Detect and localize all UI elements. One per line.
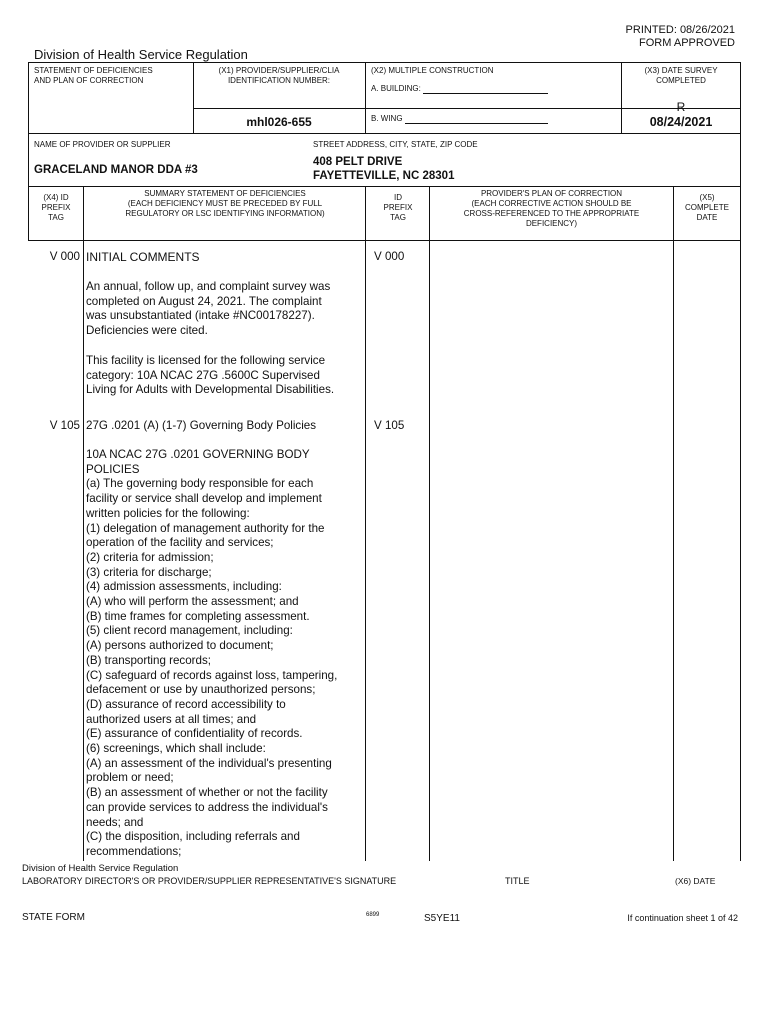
form-border-left [28, 62, 29, 240]
id-prefix-header: ID PREFIX TAG [383, 193, 413, 222]
provider-name-label: NAME OF PROVIDER OR SUPPLIER [34, 140, 171, 149]
entry-prefix-tag: V 000 [49, 250, 80, 263]
entry-paragraph: 10A NCAC 27G .0201 GOVERNING BODY POLICIES (a) The governing body responsible for each facility or service shall develop and implement written policies for the following: (1) delegation of management authority for the operation of the facility and services; (2) criteria for admission; (3) criteria for discharge; (4) admission assessments, including: (A) who will perform the assessment; and (B) time frames for completing assessment. (5) client record management, including: (A) persons authorized to document; (B) transporting records; (C) safeguard of records against loss, tampering, defacement or use by unauthorized persons; (D) assurance of record accessibility to authorized users at all times; and (E) assurance of confidentiality of records. (6) screenings, which shall include: (A) an assessment of the individual's presenting problem or need; (B) an assessment of whether or not the facility can provide services to address the individual's needs; and (C) the disposition, including referrals and recommendations; [86, 448, 338, 858]
col-divider-id [429, 186, 430, 861]
footer-agency: Division of Health Service Regulation [22, 863, 179, 874]
divider-x1 [193, 62, 194, 133]
building-field [371, 84, 548, 94]
col-divider-summary [365, 186, 366, 861]
provider-id-value: mhl026-655 [246, 115, 312, 129]
wing-field [371, 114, 548, 124]
col-divider-tag [83, 186, 84, 861]
x1-label: (X1) PROVIDER/SUPPLIER/CLIA IDENTIFICATION NUMBER: [218, 66, 340, 85]
x4-header: (X4) ID PREFIX TAG [41, 193, 71, 222]
x2-label: (X2) MULTIPLE CONSTRUCTION [371, 66, 494, 75]
x2-inner-line [365, 108, 621, 109]
plan-header: PROVIDER'S PLAN OF CORRECTION (EACH CORRECTIVE ACTION SHOULD BE CROSS-REFERENCED TO THE APPROPRIATE DEFICIENCY) [463, 189, 640, 228]
survey-date-value: 08/24/2021 [649, 115, 713, 129]
wing-label: B. WING [371, 114, 403, 123]
entry-title: INITIAL COMMENTS [86, 250, 200, 264]
address-line2: FAYETTEVILLE, NC 28301 [313, 170, 455, 182]
form-approved-label: FORM APPROVED [639, 37, 735, 49]
address-label: STREET ADDRESS, CITY, STATE, ZIP CODE [313, 140, 478, 149]
column-header-top [28, 186, 741, 187]
entry-id-tag: V 000 [374, 250, 405, 263]
entry-paragraph: This facility is licensed for the following service category: 10A NCAC 27G .5600C Supervised Living for Adults with Developmental Disabilities. [86, 354, 335, 397]
building-blank [423, 84, 548, 94]
col-divider-plan [673, 186, 674, 861]
continuation-sheet: If continuation sheet 1 of 42 [627, 913, 738, 923]
signature-label: LABORATORY DIRECTOR'S OR PROVIDER/SUPPLIER REPRESENTATIVE'S SIGNATURE [22, 876, 397, 886]
entry-prefix-tag: V 105 [49, 419, 80, 432]
printed-date: PRINTED: 08/26/2021 [625, 24, 735, 36]
entry-title: 27G .0201 (A) (1-7) Governing Body Policies [86, 419, 317, 432]
title-label: TITLE [505, 876, 530, 886]
entry-id-tag: V 105 [374, 419, 405, 432]
agency-title: Division of Health Service Regulation [34, 47, 248, 62]
divider-x2 [365, 62, 366, 133]
x6-date-label: (X6) DATE [675, 876, 716, 886]
entry-paragraph: An annual, follow up, and complaint survey was completed on August 24, 2021. The complaint was unsubstantiated (intake #NC00178227). Deficiencies were cited. [86, 280, 331, 338]
building-label: A. BUILDING: [371, 84, 421, 93]
statement-label: STATEMENT OF DEFICIENCIES AND PLAN OF CORRECTION [34, 66, 153, 85]
provider-name-value: GRACELAND MANOR DDA #3 [34, 164, 198, 176]
x3-label: (X3) DATE SURVEY COMPLETED [644, 66, 718, 85]
survey-r-code: R [676, 100, 686, 114]
state-form-label: STATE FORM [22, 912, 85, 923]
x1-inner-line [193, 108, 365, 109]
body-border-right [740, 186, 741, 861]
event-id: S5YE11 [424, 913, 460, 924]
form-number: 6899 [366, 912, 380, 918]
column-header-bottom [28, 240, 741, 241]
summary-header: SUMMARY STATEMENT OF DEFICIENCIES (EACH DEFICIENCY MUST BE PRECEDED BY FULL REGULATORY OR LSC IDENTIFYING INFORMATION) [125, 189, 325, 218]
top-box-border-top [28, 62, 741, 63]
divider-x3 [621, 62, 622, 133]
wing-blank [405, 115, 548, 124]
x5-header: (X5) COMPLETE DATE [684, 193, 729, 222]
address-line1: 408 PELT DRIVE [313, 156, 403, 168]
top-box-border-bottom [28, 133, 741, 134]
